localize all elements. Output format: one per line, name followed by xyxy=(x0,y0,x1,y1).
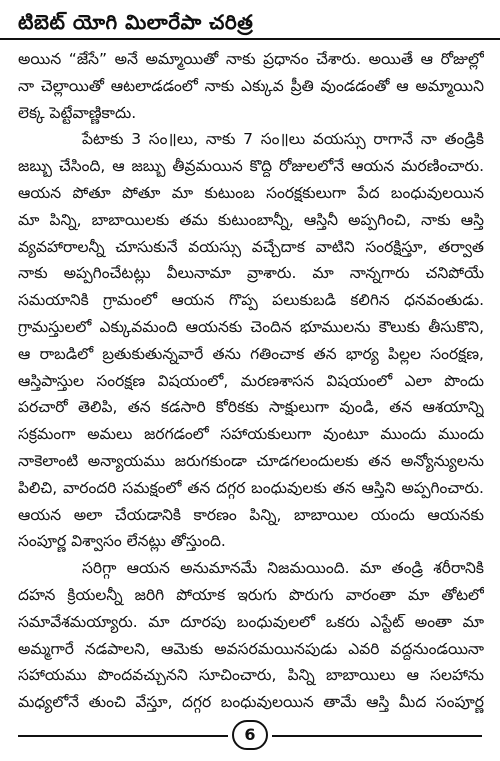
text-line: మా పిన్ని, బాబాయిలకు తమ కుటుంబాన్నీ, ఆస్తినీ అప్పగించి, నాకు ఆస్తి xyxy=(18,210,484,229)
text-line: వ్యవహారాలన్నీ చూసుకునే వయస్సు వచ్చేదాక వాటిని సంరక్షిస్తూ, తర్వాత xyxy=(18,237,484,256)
body-text xyxy=(18,46,484,716)
text-line: సక్రమంగా అమలు జరగడంలో సహాయకులుగా వుంటూ ముందు ముందు xyxy=(18,425,484,444)
text-line: పిలిచి, వారందరి సమక్షంలో తన దగ్గర బంధువులకు తన ఆస్తిని అప్పగించారు. xyxy=(18,478,484,497)
text-line: లెక్క పెట్టేవాణ్ణికాదు. xyxy=(18,103,137,122)
text-line: సరిగ్గా ఆయన అనుమానమే నిజమయింది. మా తండ్రి శరీరానికి xyxy=(82,559,484,578)
page-number: 6 xyxy=(232,720,268,750)
paragraph xyxy=(18,46,484,126)
text-line: ఆస్తిపాస్తుల సంరక్షణ విషయంలో, మరణశాసన విషయంలో ఎలా పొందు xyxy=(18,371,484,390)
footer-rule-right xyxy=(272,735,482,737)
text-line: దహన క్రియలన్నీ జరిగి పోయాక ఇరుగు పొరుగు వారంతా మా తోటలో xyxy=(18,585,484,604)
book-title: టిబెట్ యోగి మిలారేపా చరిత్ర xyxy=(18,10,254,34)
text-line: నా చెల్లాయితో ఆటలాడడంలో నాకు ఎక్కువ ప్రీతి వుండడంతో ఆ అమ్మాయిని xyxy=(18,76,484,95)
text-line: నాకెలాంటి అన్యాయము జరుగకుండా చూడగలందులకు తన అన్యోన్యులను xyxy=(18,451,484,470)
running-header xyxy=(0,6,500,40)
text-line: మధ్యలోనే తుంచి వేస్తూ, దగ్గర బంధువులయిన తామే ఆస్తి మీద సంపూర్ణ xyxy=(18,693,484,712)
text-line: అయిన “జేసే” అనే అమ్మాయితో నాకు ప్రధానం చేశారు. అయితే ఆ రోజుల్లో xyxy=(18,50,484,68)
text-line: సంపూర్ణ విశ్వాసం లేనట్లు తోస్తుంది. xyxy=(18,532,226,551)
paragraph xyxy=(18,555,484,716)
text-line: అమ్మగారే నడపాలని, ఆమెకు అవసరమయినపుడు ఎవరి వద్దనుండయినా xyxy=(18,639,484,658)
text-line: ఆయన పోతూ పోతూ మా కుటుంబ సంరక్షకులుగా పేద బంధువులయిన xyxy=(18,183,484,202)
text-line: నాకు అప్పగించేటట్లు వీలునామా వ్రాశారు. మా నాన్నగారు చనిపోయే xyxy=(18,264,484,283)
footer-rule-left xyxy=(18,735,228,737)
paragraph xyxy=(18,126,484,555)
text-line: గ్రామస్తులలో ఎక్కువమంది ఆయనకు చెందిన భూములను కౌలుకు తీసుకొని, xyxy=(18,317,484,336)
text-line: పేటాకు 3 సం॥లు, నాకు 7 సం॥లు వయస్సు రాగానే నా తండ్రికి xyxy=(82,130,484,149)
text-line: జబ్బు చేసింది, ఆ జబ్బు తీవ్రమయిన కొద్ది రోజులలోనే ఆయన మరణించారు. xyxy=(18,157,484,176)
text-line: పరచారో తెలిపి, తన కడసారి కోరికకు సాక్షులుగా వుండి, తన ఆశయాన్ని xyxy=(18,398,484,417)
text-line: ఆ రాబడిలో బ్రతుకుతున్నవారే తను గతించాక తన భార్య పిల్లల సంరక్షణ, xyxy=(18,344,484,363)
text-line: ఆయన అలా చేయడానికి కారణం పిన్ని, బాబాయిల యందు ఆయనకు xyxy=(18,505,484,524)
page-footer xyxy=(0,720,500,754)
text-line: సమయానికి గ్రామంలో ఆయన గొప్ప పలుకుబడి కలిగిన ధనవంతుడు. xyxy=(18,291,484,310)
text-line: సహాయము పొందవచ్చునని సూచించారు, పిన్ని బాబాయిలు ఆ సలహాను xyxy=(18,666,484,685)
text-line: సమావేశమయ్యారు. మా దూరపు బంధువులలో ఒకరు ఎస్టేట్ అంతా మా xyxy=(18,612,484,631)
